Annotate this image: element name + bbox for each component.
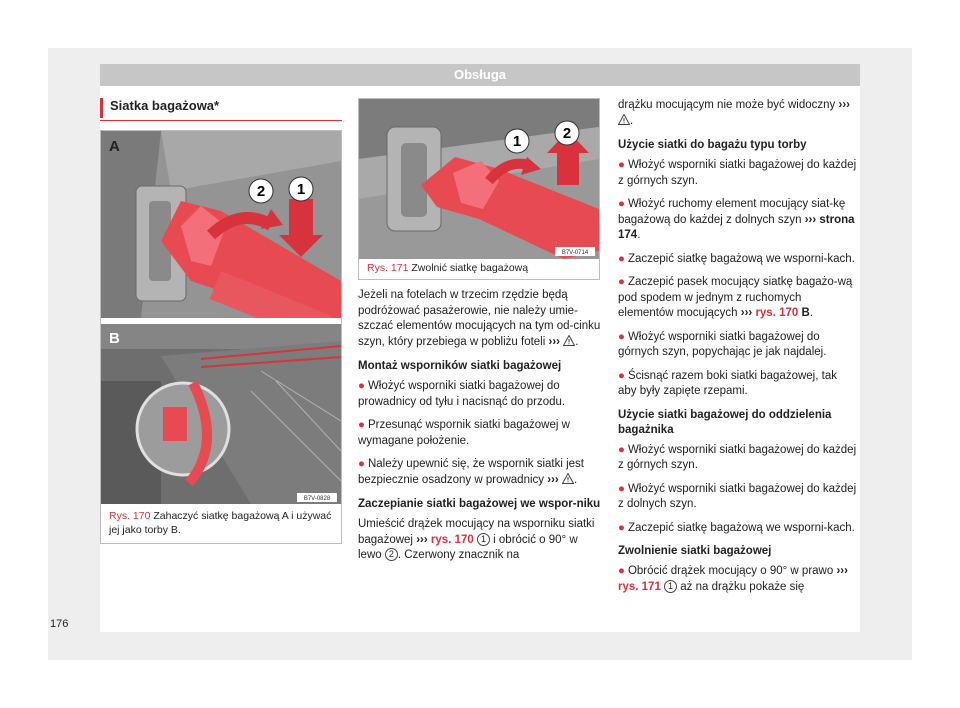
figure-171-code: B7V-0714: [561, 250, 589, 256]
bullet-zwol-1: ● Obrócić drążek mocujący o 90° w prawo ››› rys. 171 1 aż na drążku pokaże się: [618, 565, 848, 593]
figure-171-image: [359, 99, 599, 259]
figure-170-caption: [109, 509, 337, 537]
arrow-reference-icon: ›››: [548, 335, 560, 348]
arrow-reference-icon: ›››: [740, 307, 753, 319]
figure-171-illustration: [359, 99, 599, 259]
arrow-reference-icon: ›››: [547, 473, 559, 486]
callout-1-a: 1: [296, 181, 306, 198]
header-title: Obsługa: [453, 67, 506, 82]
bullet-icon: ●: [618, 443, 625, 456]
bullet-icon: ●: [618, 159, 625, 171]
section-title: Siatka bagażowa*: [110, 98, 220, 113]
heading-zaczepianie: Zaczepianie siatki bagażowej we wspor-niku: [358, 498, 601, 510]
warning-triangle-icon: [618, 114, 630, 131]
figure-171-ref: Rys. 171: [367, 262, 409, 274]
bullet-torba-5: ● Włożyć wsporniki siatki bagażowej do górnych szyn, popychając je jak najdalej.: [618, 330, 827, 358]
bullet-montaz-3: ● Należy upewnić się, że wspornik siatki jest bezpiecznie osadzony w prowadnicy ››› .: [358, 457, 602, 489]
callout-2-b: 2: [562, 125, 572, 142]
paragraph-zaczepianie: Umieścić drążek mocujący na wsporniku siatki bagażowej ››› rys. 170 1 i obrócić o 90° w lewo 2 . Czerwony znacznik na: [358, 518, 595, 561]
bullet-torba-3: ● Zaczepić siatkę bagażową we wsporni-kach.: [618, 252, 855, 265]
warning-triangle-icon: [563, 335, 575, 352]
callout-1-b: 1: [512, 133, 522, 150]
figure-170: [100, 130, 342, 544]
column-right: [618, 98, 858, 603]
figure-171-caption-text: Zwolnić siatkę bagażową: [411, 262, 529, 274]
callout-number-2: 2: [385, 548, 398, 561]
bullet-icon: ●: [618, 198, 625, 210]
link-rys-170[interactable]: rys. 170: [755, 307, 799, 319]
callout-number-1: 1: [477, 533, 490, 546]
bullet-icon: ●: [618, 252, 625, 265]
bullet-icon: ●: [358, 458, 365, 470]
link-strona-174[interactable]: strona 174: [618, 213, 855, 241]
bullet-icon: ●: [618, 482, 625, 495]
bullet-montaz-2: ● Przesunąć wspornik siatki bagażowej w wymagane położenie.: [358, 419, 570, 447]
bullet-torba-4: ● Zaczepić pasek mocujący siatkę bagażo-wą pod spodem w jednym z ruchomych elementów mocujących ››› rys. 170 B.: [618, 276, 853, 319]
bullet-torba-1: ● Włożyć wsporniki siatki bagażowej do każdej z górnych szyn.: [618, 159, 857, 187]
section-rule: [100, 120, 342, 121]
arrow-reference-icon: ›››: [838, 99, 851, 111]
figure-170-illustration: [101, 131, 341, 504]
intro-text: Jeżeli na fotelach w trzecim rzędzie będą podróżować pasażerowie, nie należy umie-szczać elementów mocujących na tym od-cinku szyn, który przebiega w pobliżu foteli: [358, 289, 601, 348]
bullet-icon: ●: [618, 276, 625, 288]
figure-170-image: [101, 131, 341, 504]
bullet-icon: ●: [618, 369, 625, 382]
figure-170-code: B7V-0828: [303, 496, 331, 502]
heading-montaz: Montaż wsporników siatki bagażowej: [358, 360, 562, 372]
panel-label-b: B: [109, 330, 120, 347]
continuation-paragraph: drążku mocującym nie może być widoczny ››› .: [618, 98, 858, 130]
bullet-montaz-1: ● Włożyć wsporniki siatki bagażowej do prowadnicy od tyłu i nacisnąć do przodu.: [358, 380, 566, 408]
bullet-icon: ●: [618, 330, 625, 343]
heading-oddzielenie: Użycie siatki bagażowej do oddzielenia bagażnika: [618, 408, 832, 436]
arrow-reference-icon: ›››: [836, 565, 848, 577]
callout-number-1: 1: [664, 580, 677, 593]
column-middle: [358, 288, 602, 572]
bullet-icon: ●: [358, 419, 365, 431]
link-rys-170[interactable]: rys. 170: [430, 533, 474, 546]
link-rys-171[interactable]: rys. 171: [618, 580, 661, 593]
bullet-torba-6: ● Ścisnąć razem boki siatki bagażowej, tak aby były zapięte rzepami.: [618, 369, 837, 397]
section-accent: [100, 98, 103, 118]
arrow-reference-icon: ›››: [804, 213, 817, 226]
bullet-icon: ●: [618, 521, 625, 534]
callout-2-a: 2: [256, 183, 266, 200]
intro-paragraph: Jeżeli na fotelach w trzecim rzędzie będą podróżować pasażerowie, nie należy umie-szczać elementów mocujących na tym od-cinku szyn, który przebiega w pobliżu foteli ››› .: [358, 288, 602, 351]
figure-170-caption-text: Zahaczyć siatkę bagażową A i używać jej jako torby B.: [109, 510, 332, 536]
heading-torba: Użycie siatki do bagażu typu torby: [618, 139, 807, 151]
page-number: 176: [50, 618, 69, 630]
bullet-icon: ●: [358, 380, 365, 392]
bullet-icon: ●: [618, 565, 625, 577]
bullet-oddz-2: ● Włożyć wsporniki siatki bagażowej do każdej z dolnych szyn.: [618, 482, 857, 510]
figure-170-ref: Rys. 170: [109, 510, 151, 522]
figure-171: [358, 98, 600, 280]
bullet-oddz-1: ● Włożyć wsporniki siatki bagażowej do każdej z górnych szyn.: [618, 443, 857, 471]
bullet-oddz-3: ● Zaczepić siatkę bagażową we wsporni-kach.: [618, 521, 855, 534]
bullet-torba-2: ● Włożyć ruchomy element mocujący siat-kę bagażową do każdej z dolnych szyn ››› strona 174.: [618, 198, 855, 241]
arrow-reference-icon: ›››: [416, 533, 428, 546]
warning-triangle-icon: [562, 473, 574, 490]
heading-zwolnienie: Zwolnienie siatki bagażowej: [618, 545, 772, 557]
figure-171-caption: [367, 261, 595, 275]
panel-label-a: A: [109, 138, 120, 155]
